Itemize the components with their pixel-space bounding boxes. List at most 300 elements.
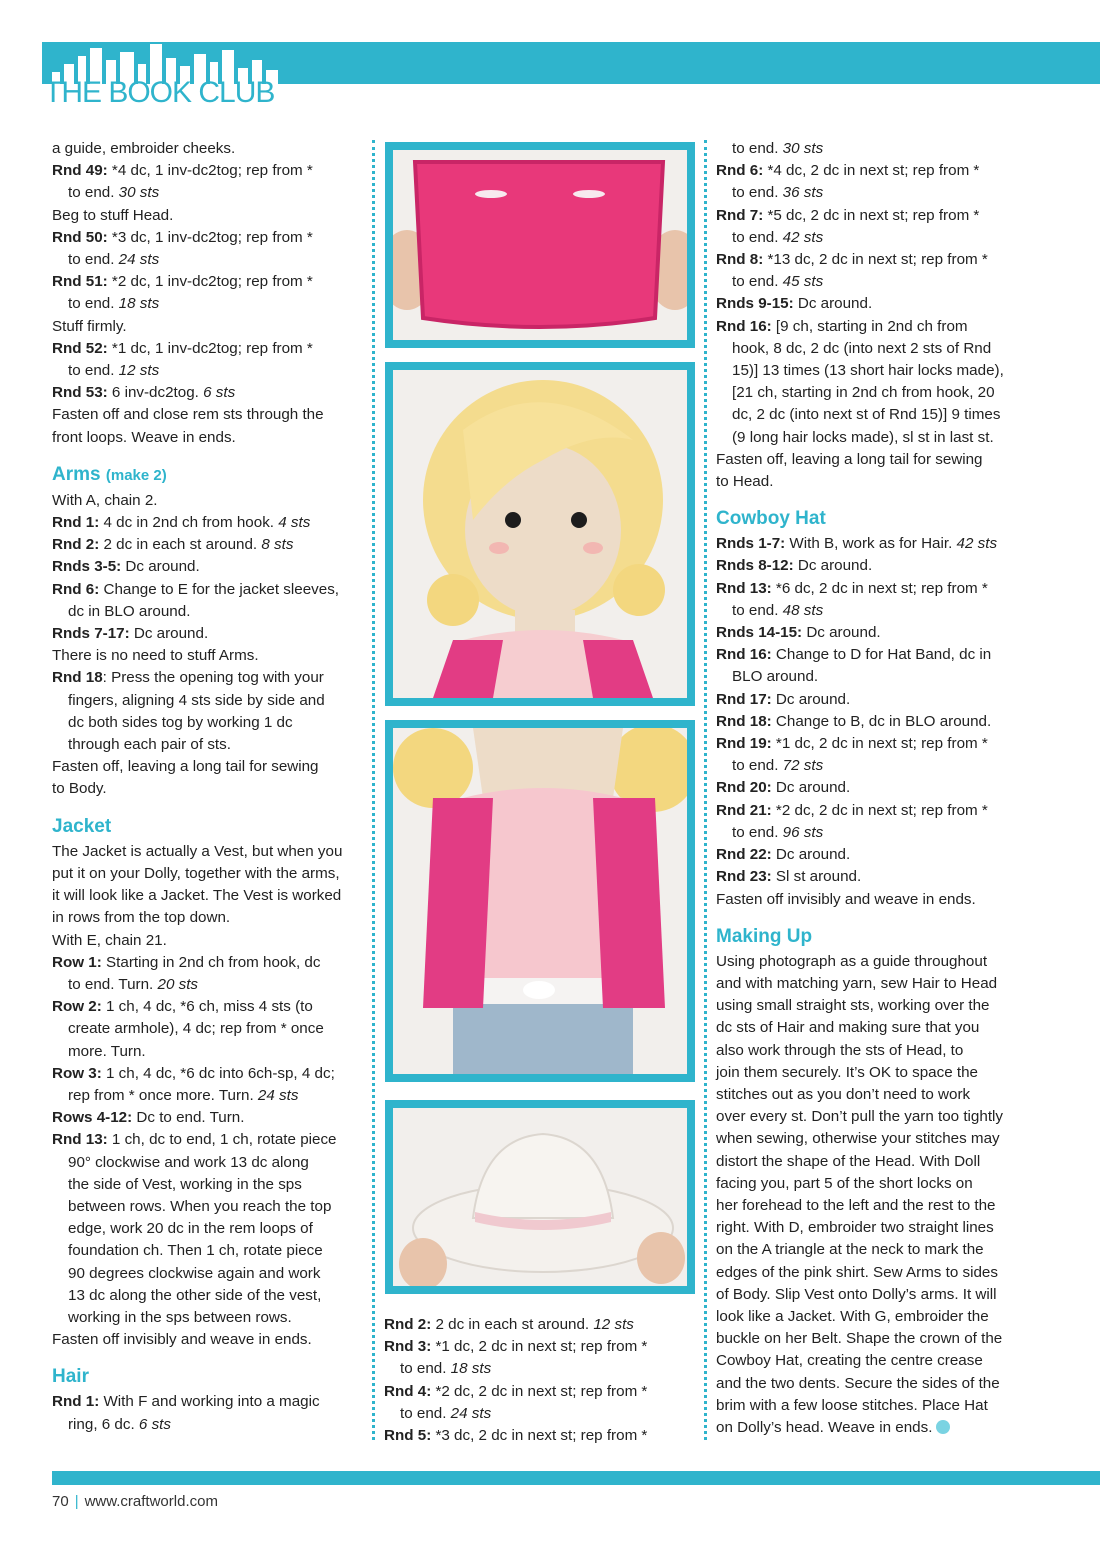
stitch-count: 6 sts xyxy=(203,384,236,402)
instruction-line xyxy=(716,1195,1041,1217)
round-label: Rnd 22: xyxy=(716,846,772,864)
instruction-line xyxy=(52,1307,364,1329)
instruction-line xyxy=(716,471,1041,493)
instruction-text: *1 dc, 2 dc in next st; rep from * xyxy=(771,735,988,753)
instruction-text: *1 dc, 2 dc in next st; rep from * xyxy=(431,1338,648,1356)
instruction-line xyxy=(716,1084,1041,1106)
instruction-line xyxy=(716,973,1041,995)
instruction-line xyxy=(716,338,1041,360)
instruction-text: Fasten off and close rem sts through the xyxy=(52,406,324,424)
instruction-line xyxy=(716,404,1041,426)
instruction-line xyxy=(384,1381,694,1403)
instruction-text: using small straight sts, working over the xyxy=(716,997,990,1015)
round-label: Rnds 1-7: xyxy=(716,535,786,553)
instruction-text: *5 dc, 2 dc in next st; rep from * xyxy=(763,206,980,224)
instruction-line xyxy=(52,974,364,996)
instruction-text: and the two dents. Secure the sides of the xyxy=(716,1374,1000,1392)
instruction-line xyxy=(52,1063,364,1085)
instruction-text: Using photograph as a guide throughout xyxy=(716,952,988,970)
instruction-text: join them securely. It’s OK to space the xyxy=(716,1063,978,1081)
instruction-text: Dc around. xyxy=(793,295,873,313)
stitch-count: 30 sts xyxy=(782,140,824,157)
instruction-line xyxy=(716,1306,1041,1328)
instruction-line xyxy=(52,930,364,952)
hair-continued-instructions xyxy=(384,1314,694,1447)
instruction-line xyxy=(52,841,364,863)
instruction-text: Dc to end. Turn. xyxy=(132,1109,245,1127)
instruction-text: to end. xyxy=(68,362,119,380)
instruction-text: With F and working into a magic xyxy=(99,1393,320,1411)
instruction-text: *6 dc, 2 dc in next st; rep from * xyxy=(771,579,988,597)
instruction-line xyxy=(716,1395,1041,1417)
instruction-text: rep from * once more. Turn. xyxy=(68,1086,258,1104)
instruction-line xyxy=(716,689,1041,711)
instruction-text: 90 degrees clockwise again and work xyxy=(68,1264,321,1282)
instruction-text: on the A triangle at the neck to mark the xyxy=(716,1241,984,1259)
instruction-line xyxy=(52,690,364,712)
instruction-text: to end. xyxy=(400,1360,451,1378)
stitch-count: 4 sts xyxy=(278,514,311,532)
round-label: Rnd 3: xyxy=(384,1338,432,1356)
instruction-line xyxy=(52,1174,364,1196)
round-label: Rnd 52: xyxy=(52,339,108,357)
instruction-text: front loops. Weave in ends. xyxy=(52,428,236,446)
instruction-text: *13 dc, 2 dc in next st; rep from * xyxy=(763,251,988,269)
instruction-text: Dc around. xyxy=(793,557,873,575)
instruction-text: the side of Vest, working in the sps xyxy=(68,1175,302,1193)
instruction-text: edges of the pink shirt. Sew Arms to sides xyxy=(716,1263,998,1281)
instruction-text: Dc around. xyxy=(802,624,881,642)
round-label: Rnd 16: xyxy=(716,646,772,664)
instruction-line xyxy=(716,1173,1041,1195)
instruction-text: 2 dc in each st around. xyxy=(99,536,262,554)
instruction-text: fingers, aligning 4 sts side by side and xyxy=(68,691,325,709)
round-label: Row 1: xyxy=(52,953,102,971)
instruction-line xyxy=(716,533,1041,555)
instruction-text: her forehead to the left and the rest to the xyxy=(716,1196,996,1214)
instruction-line xyxy=(716,227,1041,249)
instruction-text: Fasten off, leaving a long tail for sewing xyxy=(52,758,319,776)
instruction-text: dc in BLO around. xyxy=(68,602,191,620)
instruction-text: Cowboy Hat, creating the centre crease xyxy=(716,1352,983,1370)
instruction-line xyxy=(52,1018,364,1040)
instruction-line xyxy=(52,1152,364,1174)
instruction-line xyxy=(52,338,364,360)
instruction-line xyxy=(52,1285,364,1307)
round-label: Rnd 49: xyxy=(52,162,108,180)
instruction-text: to end. xyxy=(68,295,119,313)
instruction-text: more. Turn. xyxy=(68,1042,146,1060)
instruction-line xyxy=(716,844,1041,866)
instruction-text: to Body. xyxy=(52,780,107,798)
round-label: Rnd 50: xyxy=(52,228,108,246)
section-title: THE BOOK CLUB xyxy=(44,76,275,109)
instruction-text: BLO around. xyxy=(732,668,819,686)
instruction-text: 90° clockwise and work 13 dc along xyxy=(68,1153,309,1171)
round-label: Rnd 7: xyxy=(716,206,764,224)
instruction-line xyxy=(52,227,364,249)
instruction-text: *2 dc, 2 dc in next st; rep from * xyxy=(431,1382,648,1400)
hair-instructions xyxy=(52,1391,364,1435)
round-label: Rnd 8: xyxy=(716,251,764,269)
website-link[interactable]: www.craftworld.com xyxy=(84,1493,218,1510)
photo-cowboy-hat xyxy=(385,1100,695,1294)
stitch-count: 8 sts xyxy=(261,536,294,554)
column-middle xyxy=(384,1314,694,1447)
instruction-line xyxy=(716,951,1041,973)
instruction-line xyxy=(52,293,364,315)
instruction-line xyxy=(716,995,1041,1017)
instruction-line xyxy=(716,449,1041,471)
instruction-text: Dc around. xyxy=(771,779,851,797)
instruction-line xyxy=(52,427,364,449)
instruction-text: stitches out as you don’t need to work xyxy=(716,1085,971,1103)
instruction-line xyxy=(52,885,364,907)
instruction-text: Starting in 2nd ch from hook, dc xyxy=(101,953,321,971)
instruction-text: *4 dc, 1 inv-dc2tog; rep from * xyxy=(107,162,313,180)
footer-bar xyxy=(52,1471,1100,1485)
instruction-line xyxy=(716,1151,1041,1173)
hair-rounds-instructions xyxy=(716,138,1041,493)
instruction-line xyxy=(52,160,364,182)
instruction-text: to end. xyxy=(732,228,783,246)
instruction-text: With B, work as for Hair. xyxy=(785,535,957,553)
instruction-line xyxy=(716,205,1041,227)
round-label: Rnd 4: xyxy=(384,1382,432,1400)
instruction-text: to end. xyxy=(732,140,783,157)
instruction-line xyxy=(716,666,1041,688)
instruction-text: to end. xyxy=(732,273,783,291)
instruction-line xyxy=(716,382,1041,404)
instruction-line xyxy=(52,863,364,885)
round-label: Rnd 21: xyxy=(716,801,772,819)
instruction-text: 1 ch, 4 dc, *6 dc into 6ch-sp, 4 dc; xyxy=(101,1064,335,1082)
instruction-text: to end. xyxy=(732,184,783,202)
instruction-line xyxy=(52,907,364,929)
instruction-line xyxy=(716,1017,1041,1039)
instruction-text: With A, chain 2. xyxy=(52,491,158,509)
instruction-text: Dc around. xyxy=(771,690,851,708)
instruction-line xyxy=(52,512,364,534)
instruction-text: *4 dc, 2 dc in next st; rep from * xyxy=(763,162,980,180)
instruction-text: There is no need to stuff Arms. xyxy=(52,647,259,665)
instruction-text: ring, 6 dc. xyxy=(68,1415,139,1433)
instruction-text: Dc around. xyxy=(771,846,851,864)
round-label: Rnds 7-17: xyxy=(52,625,130,643)
stitch-count: 18 sts xyxy=(450,1360,492,1378)
instruction-line xyxy=(52,1391,364,1413)
instruction-line xyxy=(716,889,1041,911)
instruction-text: Dc around. xyxy=(129,625,209,643)
instruction-line xyxy=(716,1128,1041,1150)
round-label: Rnd 19: xyxy=(716,735,772,753)
instruction-line xyxy=(52,734,364,756)
instruction-text: (9 long hair locks made), sl st in last st. xyxy=(732,428,994,446)
instruction-line xyxy=(384,1358,694,1380)
round-label: Rnd 6: xyxy=(52,580,100,598)
stitch-count: 18 sts xyxy=(118,295,160,313)
instruction-line xyxy=(716,1062,1041,1084)
round-label: Rnd 18: xyxy=(716,712,772,730)
making-up-heading: Making Up xyxy=(716,925,813,947)
instruction-line xyxy=(716,822,1041,844)
stitch-count: 42 sts xyxy=(956,535,998,553)
instruction-text: to end. xyxy=(732,757,783,775)
round-label: Rnds 3-5: xyxy=(52,558,122,576)
instruction-text: *2 dc, 2 dc in next st; rep from * xyxy=(771,801,988,819)
instruction-text: 4 dc in 2nd ch from hook. xyxy=(99,514,279,532)
instruction-text: Fasten off invisibly and weave in ends. xyxy=(716,890,976,908)
stitch-count: 24 sts xyxy=(450,1404,492,1422)
instruction-text: : Press the opening tog with your xyxy=(102,669,324,687)
instruction-text: and with matching yarn, sew Hair to Head xyxy=(716,974,998,992)
instruction-text: on Dolly’s head. Weave in ends. xyxy=(716,1418,933,1436)
instruction-line xyxy=(384,1403,694,1425)
instruction-line xyxy=(716,1262,1041,1284)
round-label: Rows 4-12: xyxy=(52,1109,133,1127)
round-label: Rnd 6: xyxy=(716,162,764,180)
instruction-line xyxy=(716,271,1041,293)
instruction-line xyxy=(52,271,364,293)
instruction-text: working in the sps between rows. xyxy=(68,1308,292,1326)
instruction-text: to end. xyxy=(732,601,783,619)
instruction-text: look like a Jacket. With G, embroider the xyxy=(716,1307,989,1325)
instruction-text: The Jacket is actually a Vest, but when you xyxy=(52,842,343,860)
instruction-line xyxy=(52,490,364,512)
instruction-line xyxy=(716,427,1041,449)
instruction-line xyxy=(52,601,364,623)
instruction-line xyxy=(52,579,364,601)
instruction-line xyxy=(716,1040,1041,1062)
instruction-text: hook, 8 dc, 2 dc (into next 2 sts of Rnd xyxy=(732,339,992,357)
photo-doll-head xyxy=(385,362,695,706)
instruction-line xyxy=(716,249,1041,271)
instruction-text: Stuff firmly. xyxy=(52,317,127,335)
instruction-text: in rows from the top down. xyxy=(52,909,231,927)
instruction-line xyxy=(52,205,364,227)
stitch-count: 48 sts xyxy=(782,601,824,619)
instruction-line xyxy=(384,1336,694,1358)
instruction-line xyxy=(716,1417,1041,1439)
instruction-line xyxy=(52,952,364,974)
instruction-text: when sewing, otherwise your stitches may xyxy=(716,1130,1000,1148)
round-label: Rnd 16: xyxy=(716,317,772,335)
instruction-line xyxy=(384,1314,694,1336)
making-up-instructions xyxy=(716,951,1041,1439)
instruction-line xyxy=(716,755,1041,777)
instruction-line xyxy=(52,1218,364,1240)
round-label: Rnd 17: xyxy=(716,690,772,708)
instruction-text: 6 inv-dc2tog. xyxy=(107,384,204,402)
instruction-text: *3 dc, 2 dc in next st; rep from * xyxy=(431,1427,648,1445)
instruction-line xyxy=(716,1350,1041,1372)
instruction-text: Change to E for the jacket sleeves, xyxy=(99,580,340,598)
instruction-line xyxy=(52,316,364,338)
instruction-line xyxy=(716,182,1041,204)
instruction-line xyxy=(52,249,364,271)
instruction-line xyxy=(716,1284,1041,1306)
round-label: Rnd 23: xyxy=(716,868,772,886)
footer: 70 | www.craftworld.com xyxy=(52,1493,218,1510)
instruction-text: *2 dc, 1 inv-dc2tog; rep from * xyxy=(107,273,313,291)
stitch-count: 24 sts xyxy=(257,1086,299,1104)
instruction-text: edge, work 20 dc in the rem loops of xyxy=(68,1220,313,1238)
stitch-count: 42 sts xyxy=(782,228,824,246)
hair-heading: Hair xyxy=(52,1366,89,1388)
photo-vest xyxy=(385,142,695,348)
instruction-text: to end. xyxy=(732,823,783,841)
instruction-line xyxy=(52,382,364,404)
stitch-count: 20 sts xyxy=(157,975,199,993)
instruction-text: dc sts of Hair and making sure that you xyxy=(716,1019,980,1037)
instruction-text: to end. xyxy=(400,1404,451,1422)
instruction-line xyxy=(52,1263,364,1285)
instruction-line xyxy=(716,1106,1041,1128)
stitch-count: 96 sts xyxy=(782,823,824,841)
jacket-heading: Jacket xyxy=(52,815,112,837)
column-divider xyxy=(372,140,375,1440)
round-label: Rnd 53: xyxy=(52,384,108,402)
head-finish-instructions xyxy=(52,138,364,449)
instruction-text: it will look like a Jacket. The Vest is worked xyxy=(52,887,342,905)
instruction-text: buckle on her Belt. Shape the crown of the xyxy=(716,1330,1003,1348)
round-label: Rnd 51: xyxy=(52,273,108,291)
instruction-line xyxy=(52,138,364,160)
instruction-text: 1 ch, 4 dc, *6 ch, miss 4 sts (to xyxy=(101,998,313,1016)
instruction-line xyxy=(52,360,364,382)
instruction-text: 15)] 13 times (13 short hair locks made), xyxy=(732,362,1004,380)
instruction-line xyxy=(716,777,1041,799)
instruction-text: brim with a few loose stitches. Place Hat xyxy=(716,1396,988,1414)
stitch-count: 45 sts xyxy=(782,273,824,291)
instruction-line xyxy=(52,996,364,1018)
instruction-text: [21 ch, starting in 2nd ch from hook, 20 xyxy=(732,384,995,402)
instruction-text: also work through the sts of Head, to xyxy=(716,1041,964,1059)
column-divider xyxy=(704,140,707,1440)
instruction-line xyxy=(716,711,1041,733)
instruction-text: 2 dc in each st around. xyxy=(431,1316,594,1333)
instruction-line xyxy=(384,1425,694,1447)
instruction-line xyxy=(52,1085,364,1107)
instruction-line xyxy=(716,578,1041,600)
instruction-line xyxy=(716,1328,1041,1350)
cowboy-hat-heading: Cowboy Hat xyxy=(716,508,826,530)
instruction-text: Sl st around. xyxy=(771,868,862,886)
instruction-line xyxy=(52,1240,364,1262)
instruction-text: Dc around. xyxy=(121,558,200,576)
instruction-line xyxy=(716,800,1041,822)
instruction-line xyxy=(716,316,1041,338)
instruction-line xyxy=(52,667,364,689)
instruction-line xyxy=(52,1107,364,1129)
page-number: 70 xyxy=(52,1493,69,1510)
instruction-line xyxy=(52,1329,364,1351)
round-label: Row 2: xyxy=(52,998,102,1016)
instruction-line xyxy=(52,623,364,645)
round-label: Rnd 1: xyxy=(52,514,100,532)
cowboy-hat-instructions xyxy=(716,533,1041,910)
stitch-count: 36 sts xyxy=(782,184,824,202)
instruction-text: of Body. Slip Vest onto Dolly’s arms. It will xyxy=(716,1285,997,1303)
instruction-text: a guide, embroider cheeks. xyxy=(52,140,236,157)
instruction-text: foundation ch. Then 1 ch, rotate piece xyxy=(68,1242,323,1260)
instruction-text: to Head. xyxy=(716,473,774,491)
instruction-text: over every st. Don’t pull the yarn too tightly xyxy=(716,1108,1004,1126)
instruction-line xyxy=(52,404,364,426)
instruction-text: through each pair of sts. xyxy=(68,736,231,754)
instruction-line xyxy=(716,1373,1041,1395)
instruction-line xyxy=(716,1217,1041,1239)
round-label: Rnd 20: xyxy=(716,779,772,797)
instruction-line xyxy=(52,778,364,800)
instruction-text: 13 dc along the other side of the vest, xyxy=(68,1286,322,1304)
round-label: Rnd 13: xyxy=(716,579,772,597)
instruction-text: to end. xyxy=(68,251,119,269)
instruction-line xyxy=(716,293,1041,315)
instruction-line xyxy=(716,600,1041,622)
instruction-text: Fasten off invisibly and weave in ends. xyxy=(52,1331,312,1349)
round-label: Row 3: xyxy=(52,1064,102,1082)
instruction-text: *1 dc, 1 inv-dc2tog; rep from * xyxy=(107,339,313,357)
instruction-line xyxy=(716,622,1041,644)
instruction-text: create armhole), 4 dc; rep from * once xyxy=(68,1020,324,1038)
instruction-line xyxy=(52,1196,364,1218)
round-label: Rnd 2: xyxy=(384,1316,432,1333)
column-left xyxy=(52,138,364,1436)
stitch-count: 12 sts xyxy=(118,362,160,380)
round-label: Rnd 2: xyxy=(52,536,100,554)
instruction-text: Beg to stuff Head. xyxy=(52,206,174,224)
round-label: Rnds 14-15: xyxy=(716,624,803,642)
round-label: Rnd 18 xyxy=(52,669,103,687)
instruction-line xyxy=(52,712,364,734)
arms-instructions xyxy=(52,490,364,801)
stitch-count: 72 sts xyxy=(782,757,824,775)
instruction-text: Fasten off, leaving a long tail for sewing xyxy=(716,450,983,468)
stitch-count: 6 sts xyxy=(138,1415,171,1433)
instruction-text: Change to D for Hat Band, dc in xyxy=(771,646,992,664)
stitch-count: 24 sts xyxy=(118,251,160,269)
instruction-line xyxy=(52,556,364,578)
instruction-line xyxy=(716,360,1041,382)
round-label: Rnds 8-12: xyxy=(716,557,794,575)
stitch-count: 12 sts xyxy=(593,1316,634,1333)
instruction-line xyxy=(716,866,1041,888)
instruction-text: Change to B, dc in BLO around. xyxy=(771,712,992,730)
instruction-line xyxy=(716,160,1041,182)
instruction-line xyxy=(716,644,1041,666)
photo-doll-body xyxy=(385,720,695,1082)
column-right xyxy=(716,138,1041,1439)
instruction-line xyxy=(716,733,1041,755)
instruction-line xyxy=(716,555,1041,577)
jacket-instructions xyxy=(52,841,364,1352)
instruction-text: distort the shape of the Head. With Doll xyxy=(716,1152,981,1170)
instruction-text: facing you, part 5 of the short locks on xyxy=(716,1174,973,1192)
stitch-count: 30 sts xyxy=(118,184,160,202)
instruction-line xyxy=(52,1041,364,1063)
arms-heading: Arms (make 2) xyxy=(52,463,167,485)
instruction-text: to end. xyxy=(68,184,119,202)
instruction-line xyxy=(716,1239,1041,1261)
instruction-text: put it on your Dolly, together with the arms, xyxy=(52,864,340,882)
round-label: Rnd 1: xyxy=(52,1393,100,1411)
instruction-text: 1 ch, dc to end, 1 ch, rotate piece xyxy=(107,1131,337,1149)
yarn-ball-icon xyxy=(936,1420,950,1434)
instruction-text: With E, chain 21. xyxy=(52,931,167,949)
instruction-text: between rows. When you reach the top xyxy=(68,1197,332,1215)
instruction-line xyxy=(52,1414,364,1436)
